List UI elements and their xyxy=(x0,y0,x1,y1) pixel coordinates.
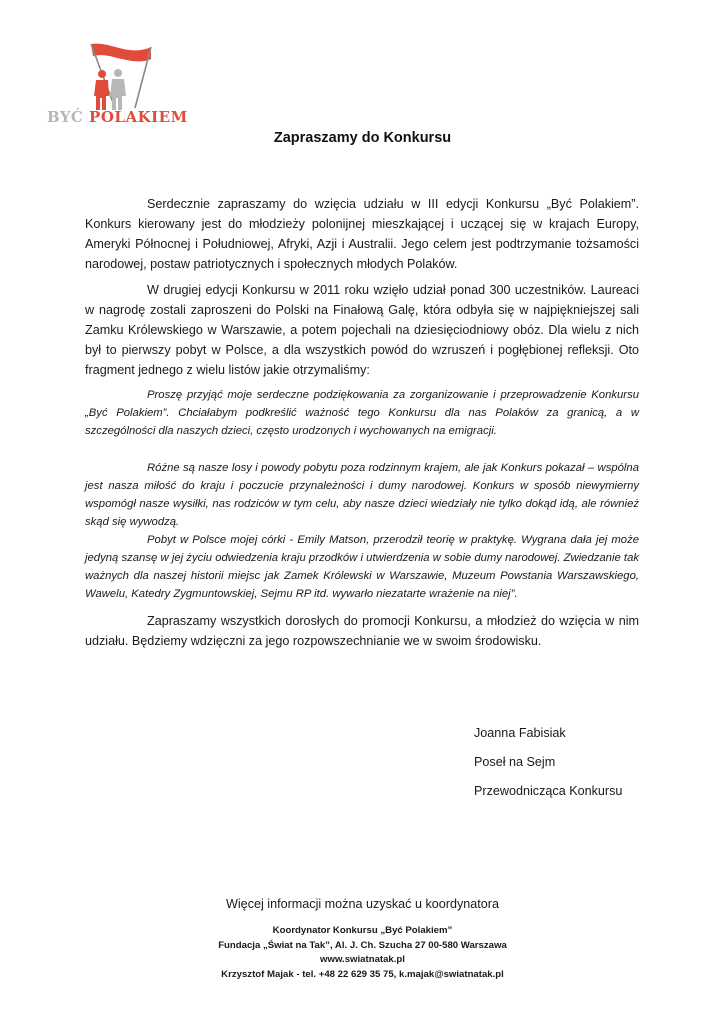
logo-word-byc: BYĆ xyxy=(47,108,84,126)
signature-role: Poseł na Sejm xyxy=(474,755,556,769)
logo-word-polakiem: POLAKIEM xyxy=(89,108,188,126)
logo xyxy=(45,40,225,130)
intro-paragraph-text: Serdecznie zapraszamy do wzięcia udziału w III edycji Konkursu „Być Polakiem”. Konkurs kierowany jest do młodzieży polonijnej mieszkającej i uczącej się w krajach Europy, Ameryki Północnej i Południowej, Afryki, Azji i Australii. Jego celem jest podtrzymanie tożsamości narodowej, postaw patriotycznych i społecznych młodych Polaków. xyxy=(85,197,639,271)
intro-paragraph xyxy=(85,194,639,274)
letter-quote-3 xyxy=(85,531,639,603)
letter-quote-1-text: Proszę przyjąć moje serdeczne podziękowania za zorganizowanie i przeprowadzenie Konkursu „Być Polakiem”. Chciałabym podkreślić ważność tego Konkursu dla nas Polaków za granicą, a w szczególności dla naszych dzieci, często urodzonych i wychowanych na emigracji. xyxy=(85,389,639,437)
second-edition-paragraph-text: W drugiej edycji Konkursu w 2011 roku wzięło udział ponad 300 uczestników. Laureaci w nagrodę zostali zaproszeni do Polski na Finałową Galę, która odbyła się w najpiękniejszej sali Zamku Królewskiego w Warszawie, a potem pojechali na dziesięciodniowy obóz. Dla wielu z nich był to pierwszy pobyt w Polsce, a dla wszystkich powód do wzruszeń i pogłębionej refleksji. Oto fragment jednego z wielu listów jakie otrzymaliśmy: xyxy=(85,283,639,377)
page-title: Zapraszamy do Konkursu xyxy=(273,130,452,146)
footer-contact-person: Krzysztof Majak - tel. +48 22 629 35 75, k.majak@swiatnatak.pl xyxy=(221,968,504,980)
flag-people-icon xyxy=(85,40,175,110)
closing-paragraph xyxy=(85,611,639,651)
letter-quote-3-text: Pobyt w Polsce mojej córki - Emily Matson, przerodził teorię w praktykę. Wygrana dała jej może jedyną szansę w jej życiu odwiedzenia kraju przodków i utwierdzenia w sobie dumy narodowej. Zwiedzanie tak ważnych dla naszej historii miejsc jak Zamek Królewski w Warszawie, Muzeum Powstania Warszawskiego, Wawelu, Katedry Zygmuntowskiej, Sejmu RP itd. wywarło niezatarte wrażenie na niej”. xyxy=(85,534,639,600)
footer-lead: Więcej informacji można uzyskać u koordynatora xyxy=(226,897,499,911)
signature-block xyxy=(474,723,622,810)
letter-quote-1 xyxy=(85,386,639,440)
footer-coordinator: Koordynator Konkursu „Być Polakiem” xyxy=(272,925,453,936)
footer-contact xyxy=(0,924,725,982)
signature-name: Joanna Fabisiak xyxy=(474,726,566,740)
footer-website: www.swiatnatak.pl xyxy=(320,954,405,965)
footer-address: Fundacja „Świat na Tak”, Al. J. Ch. Szucha 27 00-580 Warszawa xyxy=(218,939,507,951)
second-edition-paragraph xyxy=(85,280,639,380)
letter-quote-2-text: Różne są nasze losy i powody pobytu poza rodzinnym krajem, ale jak Konkurs pokazał – wspólna jest nasza miłość do kraju i poczucie przynależności i dumy narodowej. Konkurs w sposób niewymierny wspomógł nasze wysiłki, nas rodziców w tym celu, aby nasze dzieci wiedziały nie tylko dokąd idą, ale również skąd się wywodzą. xyxy=(85,462,639,528)
closing-paragraph-text: Zapraszamy wszystkich dorosłych do promocji Konkursu, a młodzież do wzięcia w nim udziału. Będziemy wdzięczni za jego rozpowszechnianie we w swoim środowisku. xyxy=(85,614,639,648)
letter-quote-2 xyxy=(85,459,639,531)
signature-function: Przewodnicząca Konkursu xyxy=(474,784,623,798)
